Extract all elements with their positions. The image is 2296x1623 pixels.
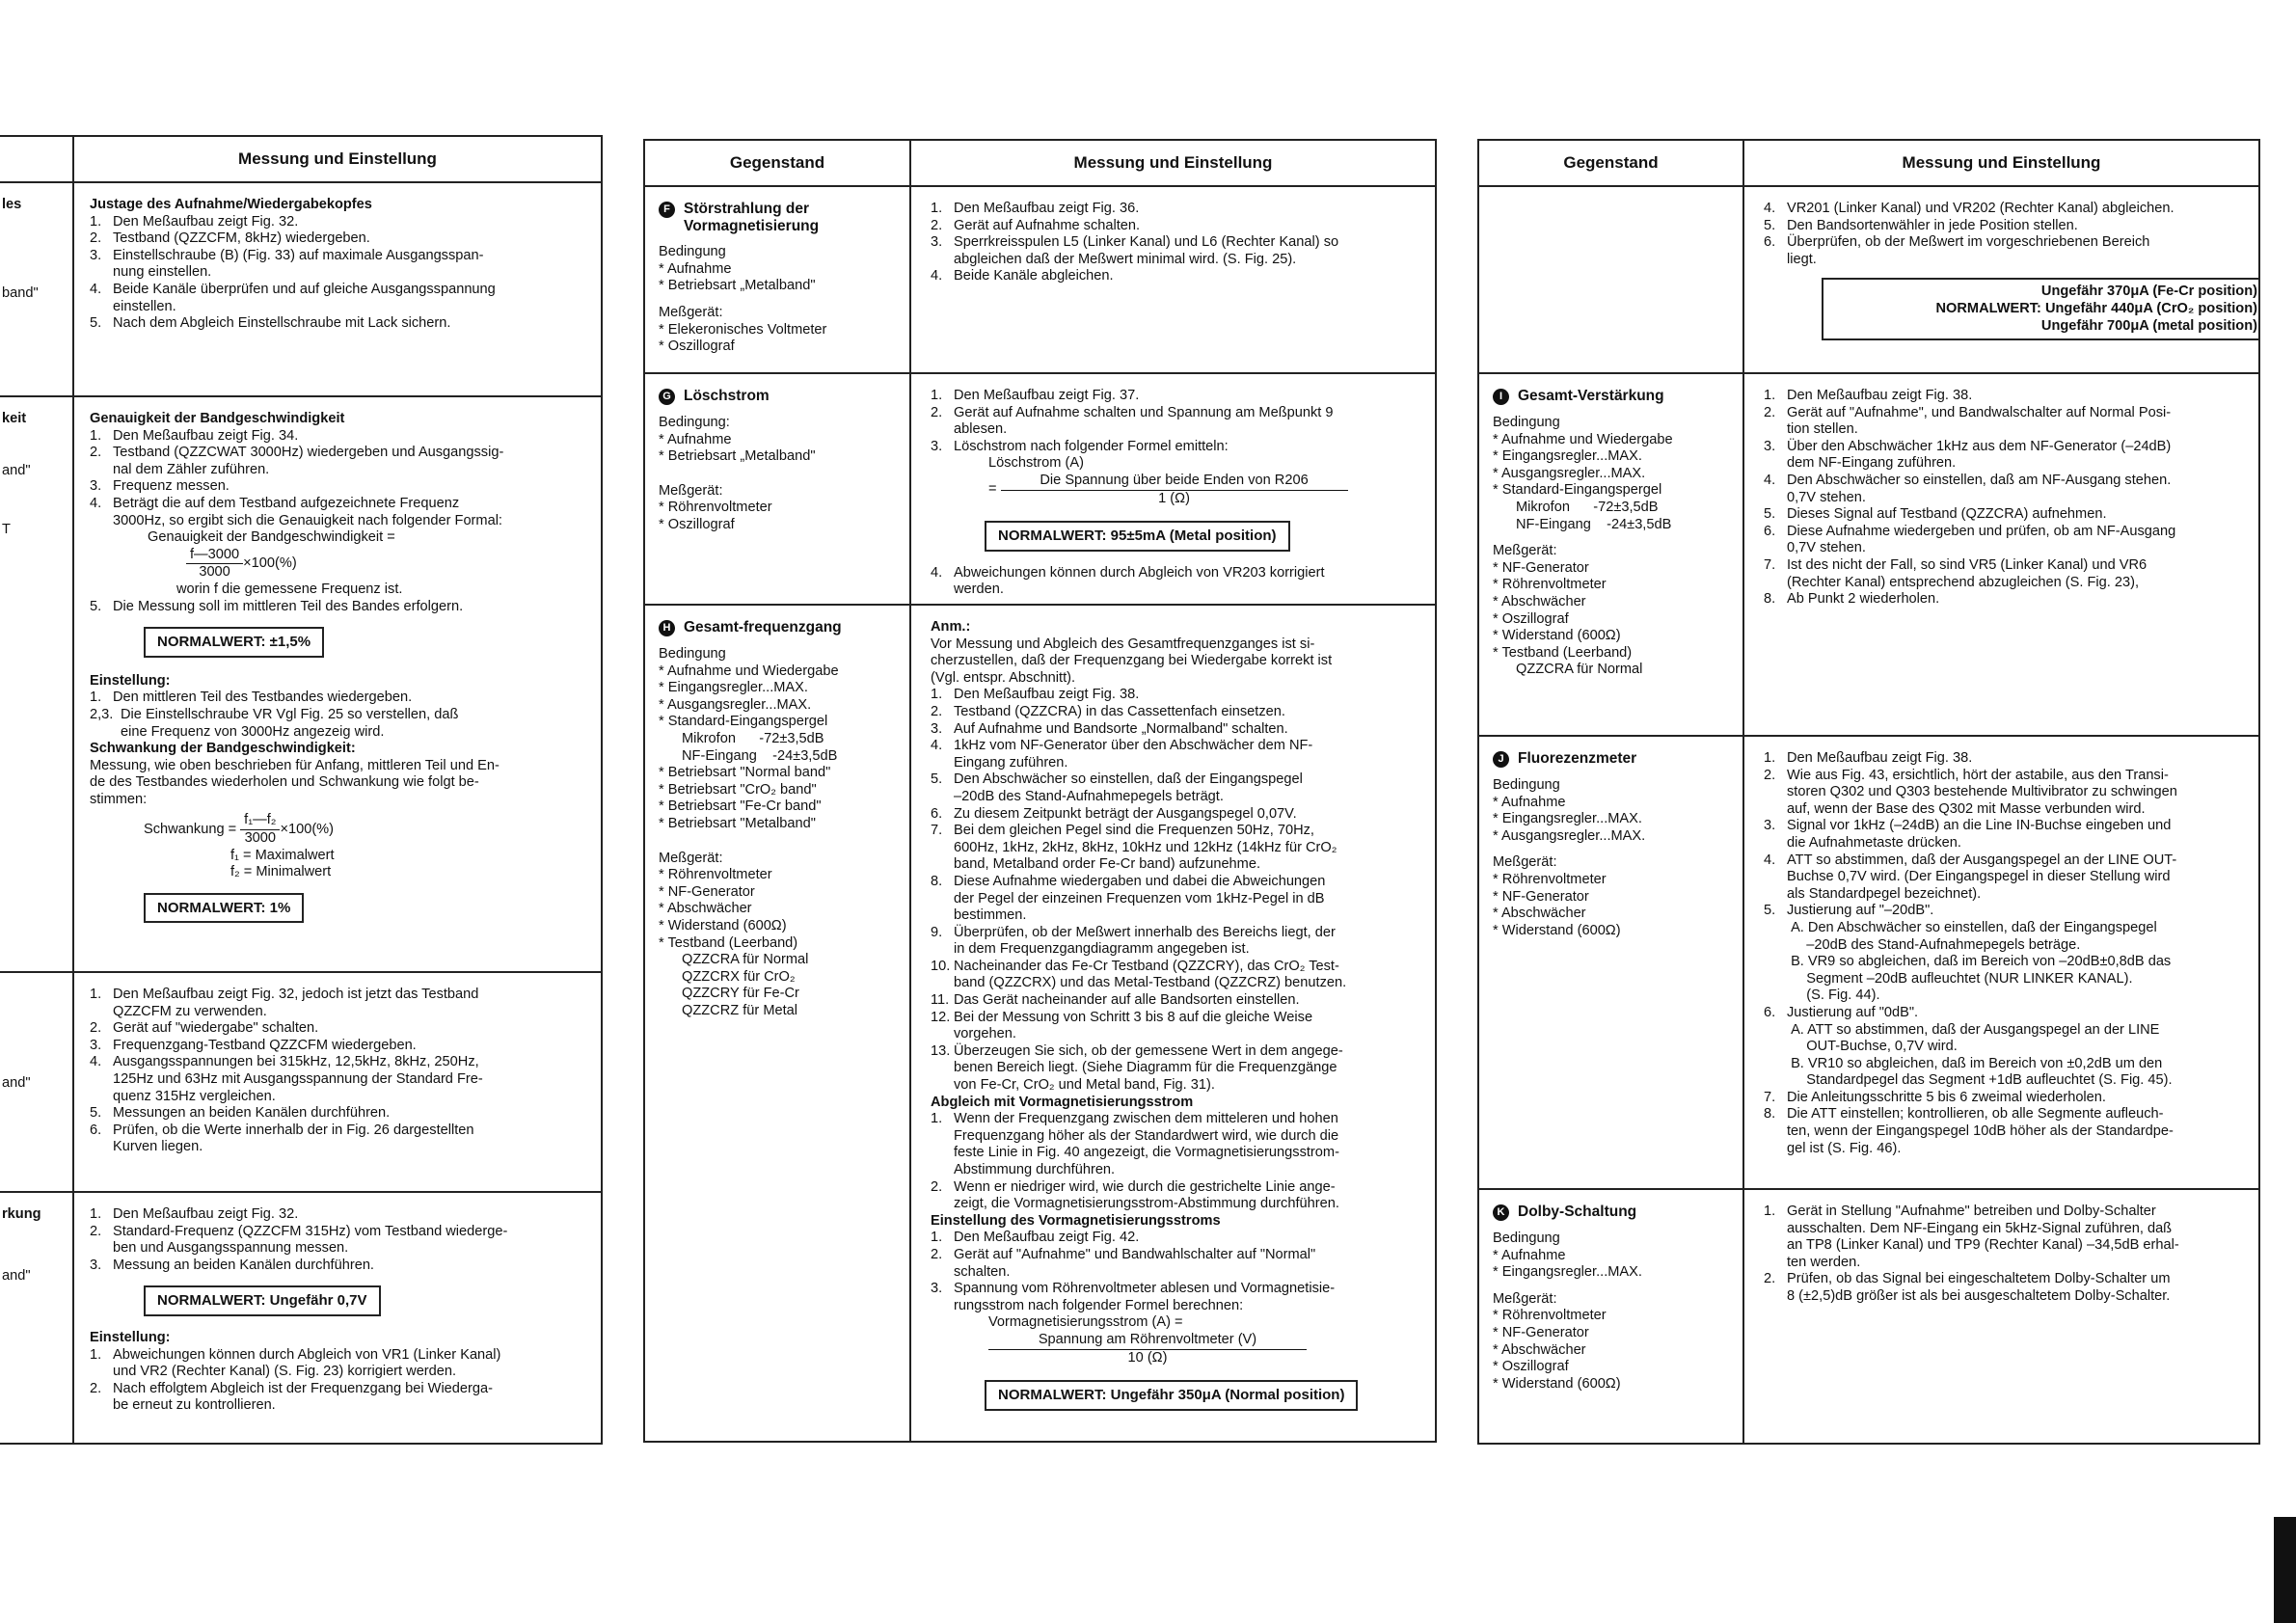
- formula-num: Spannung am Röhrenvoltmeter (V): [988, 1332, 1307, 1350]
- instrument: * Testband (Leerband): [659, 934, 798, 951]
- step: Das Gerät nacheinander auf alle Bandsorten einstellen.: [954, 992, 1300, 1009]
- instrument: * Widerstand (600Ω): [659, 917, 787, 933]
- step: Den mittleren Teil des Testbandes wiedergeben.: [113, 690, 413, 706]
- messgeraet-label: Meßgerät:: [659, 304, 723, 320]
- step: Frequenzgang-Testband QZZCFM wiedergeben.: [113, 1037, 417, 1053]
- section-title: Fluorezenzmeter: [1518, 750, 1637, 767]
- instrument-text: Widerstand (600Ω): [1501, 1375, 1621, 1392]
- messgeraet-label: Meßgerät:: [659, 850, 723, 866]
- step: Den Abschwächer so einstellen, daß der Eingangspegel –20dB des Stand-Aufnahmepegels beträgt.: [954, 771, 1303, 804]
- instrument: * Oszillograf: [659, 338, 735, 355]
- norm-line: NORMALWERT: Ungefähr 440μA (CrO₂ position): [1935, 300, 2257, 316]
- condition-text: Aufnahme: [1500, 1247, 1566, 1263]
- gtext: rkung: [2, 1206, 41, 1222]
- instrument-text: NF-Generator: [1501, 1324, 1589, 1340]
- condition-text: Ausgangsregler...MAX.: [666, 696, 812, 713]
- normalwert-box: NORMALWERT: 1%: [144, 893, 304, 924]
- instrument: * Röhrenvoltmeter: [1493, 1308, 1607, 1324]
- condition: * Eingangsregler...MAX.: [1493, 448, 1642, 465]
- condition: * Eingangsregler...MAX.: [1493, 1264, 1642, 1281]
- step: Justierung auf "–20dB". A. Den Abschwächer so einstellen, daß der Eingangspegel –20dB des Stand-Aufnahmepegels beträge. B. VR9 so abgleichen, daß im Bereich von –20dB±0,8dB das Segment –20dB aufleuchtet (NUR LINKER KANAL). (S. Fig. 44).: [1787, 903, 2172, 1004]
- step: Den Meßaufbau zeigt Fig. 32.: [113, 1206, 299, 1222]
- condition: * Eingangsregler...MAX.: [1493, 811, 1642, 827]
- instrument: * Röhrenvoltmeter: [659, 500, 772, 516]
- step-list: 1. Den Meßaufbau zeigt Fig. 32. 2. Testband (QZZCFM, 8kHz) wiedergeben. 3. Einstellschraube (B) (Fig. 33) auf maximale Ausgangsspan- nung einstellen. 4. Beide Kanäle überprüfen und auf gleiche Ausgangsspannung einstellen. 5. Nach dem Abgleich Einstellschraube mit Lack sichern.: [90, 214, 587, 333]
- instrument: * Widerstand (600Ω): [1493, 1375, 1621, 1392]
- messgeraet-label: Meßgerät:: [659, 482, 723, 499]
- step: Die ATT einstellen; kontrollieren, ob alle Segmente aufleuch- ten, wenn der Eingangspegel 10dB höher als der Standardpe- gel ist (S. Fig. 46).: [1787, 1106, 2174, 1156]
- middle-table-header: [645, 141, 1435, 187]
- formula-label: Genauigkeit der Bandgeschwindigkeit =: [148, 529, 395, 546]
- abgleich-title: Abgleich mit Vormagnetisierungsstrom: [931, 1094, 1194, 1110]
- middle-table: [643, 139, 1437, 1443]
- right-i-messung: [1744, 374, 2258, 735]
- step: Abweichungen können durch Abgleich von VR203 korrigiert werden.: [954, 564, 1325, 598]
- condition-text: Aufnahme: [666, 431, 732, 447]
- instrument: * NF-Generator: [1493, 559, 1589, 576]
- step: Den Meßaufbau zeigt Fig. 38.: [954, 687, 1140, 703]
- formula-label: Löschstrom (A): [988, 455, 1084, 472]
- gtext: [2, 230, 59, 247]
- condition: * Ausgangsregler...MAX.: [1493, 465, 1646, 481]
- messgeraet-label: Meßgerät:: [1493, 1290, 1557, 1307]
- instrument-text: Oszillograf: [667, 338, 735, 355]
- step: Den Meßaufbau zeigt Fig. 36.: [954, 201, 1140, 216]
- instrument: * Abschwächer: [1493, 906, 1586, 922]
- step: Zu diesem Zeitpunkt beträgt der Ausgangspegel 0,07V.: [954, 805, 1297, 822]
- step: Den Meßaufbau zeigt Fig. 32, jedoch ist jetzt das Testband QZZCFM zu verwenden.: [113, 987, 479, 1019]
- step: Bei der Messung von Schritt 3 bis 8 auf die gleiche Weise vorgehen.: [954, 1009, 1313, 1042]
- step: Überprüfen, ob der Meßwert innerhalb des Bereichs liegt, der in dem Frequenzgangdiagramm angegeben ist.: [954, 924, 1336, 958]
- instrument-text: Elekeronisches Voltmeter: [667, 321, 827, 338]
- testband: QZZCRA für Normal: [1516, 662, 1643, 678]
- instrument: * Abschwächer: [1493, 1341, 1586, 1358]
- left-row1-gegenstand: [0, 183, 72, 395]
- condition-text: Eingangsregler...MAX.: [1501, 448, 1642, 465]
- anm-text: Vor Messung und Abgleich des Gesamtfrequenzganges ist si- cherzustellen, daß der Frequenzgang bei Wiedergabe korrekt ist (Vgl. entspr. Abschnitt).: [931, 636, 1333, 686]
- step-list: 1. Den Meßaufbau zeigt Fig. 38. 2. Wie aus Fig. 43, ersichtlich, hört der astabile, aus den Transi- storen Q302 und Q303 bestehende Multivibrator zu schwingen auf, wenn der Base des Q302 mit Masse verbunden wird. 3. Signal vor 1kHz (–24dB) an die Line IN-Buchse eingeben und die Aufnahmetaste drücken. 4. ATT so abstimmen, daß der Ausgangspegel an der LINE OUT- Buchse 0,7V wird. (Der Eingangspegel in dieser Stellung wird als Standardpegel bezeichnet). 5. Justierung auf "–20dB". A. Den Abschwächer so einstellen, daß der Eingangspegel –20dB des Stand-Aufnahmepegels beträge. B. VR9 so abgleichen, daß im Bereich von –20dB±0,8dB das Segment –20dB aufleuchtet (NUR LINKER KANAL). (S. Fig. 44). 6. Justierung auf "0dB". A. ATT so abstimmen, daß der Ausgangspegel an der LINE OUT-Buchse, 0,7V wird. B. VR10 so abgleichen, daß im Bereich von ±0,2dB um den Standardpegel das Segment +1dB aufleuchtet (S. Fig. 45). 7. Die Anleitungsschritte 5 bis 6 zweimal wiederholen. 8. Die ATT einstellen; kontrollieren, ob alle Segmente aufleuch- ten, wenn der Eingangspegel 10dB höher als der Standardpe- gel ist (S. Fig. 46).: [1764, 750, 2245, 1157]
- condition-text: Aufnahme und Wiedergabe: [1500, 431, 1673, 447]
- formula-den: 3000: [199, 564, 230, 581]
- condition: * Betriebsart "Metalband": [659, 815, 816, 831]
- level-nf: NF-Eingang -24±3,5dB: [1516, 516, 1672, 532]
- step-list: 1. Den Meßaufbau zeigt Fig. 37. 2. Gerät auf Aufnahme schalten und Spannung am Meßpunkt 9 ablesen. 3. Löschstrom nach folgender Formel emitteln:: [931, 388, 1421, 455]
- step: VR201 (Linker Kanal) und VR202 (Rechter Kanal) abgleichen.: [1787, 201, 2174, 216]
- instrument-text: Testband (Leerband): [667, 934, 798, 951]
- step: Einstellschraube (B) (Fig. 33) auf maximale Ausgangsspan- nung einstellen.: [113, 247, 484, 281]
- step: Abweichungen können durch Abgleich von VR1 (Linker Kanal) und VR2 (Rechter Kanal) (S. Fig. 23) korrigiert werden.: [113, 1346, 501, 1380]
- mid-f-messung: [911, 187, 1435, 372]
- testband: QZZCRZ für Metal: [682, 1002, 797, 1018]
- gtext: T: [2, 522, 11, 538]
- section-title: Genauigkeit der Bandgeschwindigkeit: [90, 411, 345, 426]
- gtext: and": [2, 462, 31, 478]
- instrument: * Röhrenvoltmeter: [1493, 871, 1607, 887]
- mid-g-gegenstand: [645, 374, 909, 604]
- step-list: 1. Gerät in Stellung "Aufnahme" betreiben und Dolby-Schalter ausschalten. Dem NF-Eingang ein 5kHz-Signal zuführen, daß an TP8 (Linker Kanal) und TP9 (Rechter Kanal) –34,5dB erhal- ten werden. 2. Prüfen, ob das Signal bei eingeschaltetem Dolby-Schalter um 8 (±2,5)dB größer ist als bei ausgeschaltetem Dolby-Schalter.: [1764, 1204, 2245, 1306]
- condition: * Ausgangsregler...MAX.: [659, 696, 812, 713]
- condition-text: Betriebsart "CrO₂ band": [667, 781, 817, 798]
- step: Die Einstellschraube VR Vgl Fig. 25 so verstellen, daß eine Frequenz von 3000Hz angezeig wird.: [121, 706, 459, 740]
- formula-fraction: [186, 547, 243, 582]
- step: Beide Kanäle abgleichen.: [954, 268, 1114, 284]
- testband: QZZCRX für CrO₂: [682, 968, 796, 985]
- level-nf: NF-Eingang -24±3,5dB: [682, 747, 838, 764]
- section-title: Gesamt-frequenzgang: [684, 619, 842, 636]
- instrument-text: Oszillograf: [1501, 610, 1569, 627]
- step: Den Meßaufbau zeigt Fig. 32.: [113, 213, 299, 230]
- step: Testband (QZZCWAT 3000Hz) wiedergeben und Ausgangssig- nal dem Zähler zuführen.: [113, 445, 504, 477]
- bedingung-label: Bedingung: [659, 646, 726, 662]
- step: Löschstrom nach folgender Formel emitteln:: [954, 438, 1229, 454]
- instrument-text: Widerstand (600Ω): [1501, 922, 1621, 938]
- testband: QZZCRY für Fe-Cr: [682, 986, 799, 1002]
- condition: * Betriebsart „Metalband": [659, 448, 816, 465]
- step-list: 1. Den Meßaufbau zeigt Fig. 36. 2. Gerät auf Aufnahme schalten. 3. Sperrkreisspulen L5 (Linker Kanal) und L6 (Rechter Kanal) so abgleichen daß der Meßwert minimal wird. (S. Fig. 25). 4. Beide Kanäle abgleichen.: [931, 201, 1421, 285]
- formula-tail: ×100(%): [243, 555, 297, 572]
- condition-text: Aufnahme: [666, 260, 732, 277]
- section-title: Gesamt-Verstärkung: [1518, 388, 1664, 404]
- condition-text: Aufnahme: [1500, 794, 1566, 810]
- step: Justierung auf "0dB". A. ATT so abstimmen, daß der Ausgangspegel an der LINE OUT-Buchse, 0,7V wird. B. VR10 so abgleichen, daß im Bereich von ±0,2dB um den Standardpegel das Segment +1dB aufleuchtet (S. Fig. 45).: [1787, 1004, 2173, 1089]
- instrument: * Widerstand (600Ω): [1493, 922, 1621, 938]
- step: Den Meßaufbau zeigt Fig. 34.: [113, 427, 299, 444]
- left-row4-gegenstand: [0, 1193, 72, 1444]
- bedingung-label: Bedingung: [659, 244, 726, 260]
- instrument: * Testband (Leerband): [1493, 644, 1633, 661]
- gtext: and": [2, 1075, 31, 1091]
- right-table-header: [1479, 141, 2258, 187]
- formula-note: worin f die gemessene Frequenz ist.: [176, 581, 403, 597]
- bedingung-label: Bedingung:: [659, 415, 730, 430]
- circle-letter-icon: F: [659, 202, 675, 218]
- step: Den Abschwächer so einstellen, daß am NF-Ausgang stehen. 0,7V stehen.: [1787, 472, 2172, 505]
- step: Nach dem Abgleich Einstellschraube mit Lack sichern.: [113, 315, 451, 332]
- instrument: * Elekeronisches Voltmeter: [659, 321, 827, 338]
- step: Dieses Signal auf Testband (QZZCRA) aufnehmen.: [1787, 506, 2107, 523]
- gtext: [2, 214, 59, 230]
- mid-h-messung: Anm.: Vor Messung und Abgleich des Gesamtfrequenzganges ist si- cherzustellen, daß der Frequenzgang bei Wiedergabe korrekt ist (Vgl. entspr. Abschnitt). 1. Den Meßaufbau zeigt Fig. 38. 2. Testband (QZZCRA) in das Cassettenfach einsetzen. 3. Auf Aufnahme und Bandsorte „Normalband" schalten. 4. 1kHz vom NF-Generator über den Abschwächer dem NF- Eingang zuführen. 5. Den Abschwächer so einstellen, daß der Eingangspegel –20dB des Stand-Aufnahmepegels beträgt. 6. Zu diesem Zeitpunkt beträgt der Ausgangspegel 0,07V. 7. Bei dem gleichen Pegel sind die Frequenzen 50Hz, 70Hz, 600Hz, 1kHz, 2kHz, 8kHz, 10kHz und 12kHz (14kHz für CrO₂ band, Metalband order Fe-Cr band) aufzunehme. 8. Diese Aufnahme wiedergaben und dabei die Abweichungen der Pegel der einzeinen Frequenzen vom 1kHz-Pegel in dB bestimmen. 9. Überprüfen, ob der Meßwert innerhalb des Bereichs liegt, der in dem Frequenzgangdiagramm angegeben ist. 10. Nacheinander das Fe-Cr Testband (QZZCRY), das CrO₂ Test- band (QZZCRX) und das Metal-Testband (QZZCRZ) benutzen. 11. Das Gerät nacheinander auf alle Bandsorten einstellen. 12. Bei der Messung von Schritt 3 bis 8 auf die gleiche Weise vorgehen. 13. Überzeugen Sie sich, ob der gemessene Wert in dem angege- benen Bereich liegt. (Siehe Diagramm für die Frequenzgänge von Fe-Cr, CrO₂ und Metal band, Fig. 31). Abgleich mit Vormagnetisierungsstrom 1. Wenn der Frequenzgang zwischen dem mitteleren und hohen Frequenzgang höher als der Standardwert wird, wie durch die feste Linie in Fig. 40 angezeigt, die Vormagnetisierungsstrom- Abstimmung durchführen. 2. Wenn er niedriger wird, wie durch die gestrichelte Linie ange- zeigt, die Vormagnetisierungsstrom-Abstimmung durchführen. Einstellung des Vormagnetisierungsstroms 1. Den Meßaufbau zeigt Fig. 42. 2. Gerät auf "Aufnahme" und Bandwahlschalter auf "Normal" schalten. 3. Spannung vom Röhrenvoltmeter ablesen und Vormagnetisie- rungsstrom nach folgender Formel berechnen: Vormagnetisierungsstrom (A) = $\frac{\text{Spannung am Röhrenvoltmeter (V)}}{10 (\Omega)}$ NORMALWERT: Ungefähr 350μA (Normal position): [911, 606, 1435, 1441]
- step: Signal vor 1kHz (–24dB) an die Line IN-Buchse eingeben und die Aufnahmetaste drücken.: [1787, 818, 2172, 851]
- step: Diese Aufnahme wiedergeben und prüfen, ob am NF-Ausgang 0,7V stehen.: [1787, 523, 2176, 556]
- normalwert-box: NORMALWERT: Ungefähr 0,7V: [144, 1285, 381, 1316]
- condition: * Standard-Eingangspergel: [659, 714, 828, 730]
- condition: * Standard-Eingangspergel: [1493, 482, 1662, 499]
- instrument-text: Abschwächer: [1500, 906, 1586, 922]
- condition: * Aufnahme: [1493, 1247, 1566, 1263]
- instrument-text: Röhrenvoltmeter: [1501, 1308, 1607, 1324]
- messgeraet-label: Meßgerät:: [1493, 543, 1557, 559]
- step: Die Anleitungsschritte 5 bis 6 zweimal wiederholen.: [1787, 1089, 2106, 1105]
- condition-text: Betriebsart „Metalband": [667, 278, 816, 294]
- step: Ist des nicht der Fall, so sind VR5 (Linker Kanal) und VR6 (Rechter Kanal) entsprechend abzugleichen (S. Fig. 23),: [1787, 556, 2147, 590]
- circle-letter-icon: K: [1493, 1204, 1509, 1221]
- step: Wie aus Fig. 43, ersichtlich, hört der astabile, aus den Transi- storen Q302 und Q303 bestehende Multivibrator zu schwingen auf, wenn der Base des Q302 mit Masse verbunden wird.: [1787, 767, 2177, 817]
- header-gegenstand: Gegenstand: [729, 153, 825, 172]
- formula-den: 3000: [244, 830, 277, 847]
- step-list: 1. Den Meßaufbau zeigt Fig. 32. 2. Standard-Frequenz (QZZCFM 315Hz) vom Testband wiederge- ben und Ausgangsspannung messen. 3. Messung an beiden Kanälen durchführen.: [90, 1206, 587, 1274]
- step: Ausgangsspannungen bei 315kHz, 12,5kHz, 8kHz, 250Hz, 125Hz und 63Hz mit Ausgangsspannung der Standard Fre- quenz 315Hz vergleichen.: [113, 1054, 483, 1104]
- condition-text: Betriebsart "Fe-Cr band": [667, 798, 822, 815]
- condition-text: Eingangsregler...MAX.: [667, 680, 808, 696]
- step: Testband (QZZCRA) in das Cassettenfach einsetzen.: [954, 703, 1285, 719]
- condition-text: Betriebsart "Normal band": [667, 765, 831, 781]
- step: Prüfen, ob die Werte innerhalb der in Fig. 26 dargestellten Kurven liegen.: [113, 1122, 474, 1155]
- condition: * Betriebsart "Normal band": [659, 765, 831, 781]
- step: Über den Abschwächer 1kHz aus dem NF-Generator (–24dB) dem NF-Eingang zuführen.: [1787, 438, 2172, 472]
- condition-text: Eingangsregler...MAX.: [1501, 811, 1642, 827]
- step: Gerät auf Aufnahme schalten.: [954, 217, 1141, 233]
- formula-label: Vormagnetisierungsstrom (A) =: [988, 1314, 1183, 1331]
- condition-text: Ausgangsregler...MAX.: [1500, 827, 1646, 844]
- instrument: * Oszillograf: [659, 516, 735, 532]
- instrument-text: Widerstand (600Ω): [667, 917, 787, 933]
- edge-bar: [2274, 1517, 2296, 1623]
- step: Auf Aufnahme und Bandsorte „Normalband" schalten.: [954, 720, 1288, 737]
- left-row3-gegenstand: [0, 973, 72, 1191]
- left-row1-messung: [74, 183, 601, 395]
- circle-letter-icon: G: [659, 389, 675, 405]
- norm-line: Ungefähr 370μA (Fe-Cr position): [2040, 284, 2257, 300]
- left-row3-messung: [74, 973, 601, 1191]
- formula-num: Die Spannung über beide Enden von R206: [1001, 473, 1348, 491]
- right-table: [1477, 139, 2260, 1445]
- step-list: 1. Den Meßaufbau zeigt Fig. 34. 2. Testband (QZZCWAT 3000Hz) wiedergeben und Ausgangssig- nal dem Zähler zuführen. 3. Frequenz messen. 4. Beträgt die auf dem Testband aufgezeichnete Frequenz 3000Hz, so ergibt sich die Genauigkeit nach folgender Formal:: [90, 428, 587, 530]
- norm-line: Ungefähr 700μA (metal position): [2040, 317, 2257, 334]
- step: Spannung vom Röhrenvoltmeter ablesen und Vormagnetisie- rungsstrom nach folgender Formel berechnen:: [954, 1281, 1336, 1313]
- normalwert-box: [1822, 278, 2258, 340]
- instrument-text: NF-Generator: [1501, 888, 1589, 905]
- left-table: [0, 135, 603, 1445]
- formula-num: f₁—f₂: [240, 812, 280, 830]
- step: Den Meßaufbau zeigt Fig. 37.: [954, 388, 1140, 403]
- step: Standard-Frequenz (QZZCFM 315Hz) vom Testband wiederge- ben und Ausgangsspannung messen.: [113, 1223, 508, 1257]
- step: Den Bandsortenwähler in jede Position stellen.: [1787, 217, 2078, 233]
- condition-text: Aufnahme und Wiedergabe: [666, 663, 839, 679]
- normalwert-box: NORMALWERT: Ungefähr 350μA (Normal position): [985, 1380, 1358, 1411]
- bedingung-label: Bedingung: [1493, 777, 1560, 793]
- step: Gerät auf "wiedergabe" schalten.: [113, 1020, 319, 1037]
- schwankung-text: Messung, wie oben beschrieben für Anfang, mittleren Teil und En- de des Testbandes wiederholen und Schwankung wie folgt be- stimmen:: [90, 757, 500, 807]
- normalwert-box: NORMALWERT: 95±5mA (Metal position): [985, 521, 1290, 552]
- right-j-gegenstand: [1479, 737, 1742, 1188]
- instrument-text: Röhrenvoltmeter: [667, 500, 772, 516]
- formula-num: f—3000: [186, 547, 243, 565]
- condition-text: Eingangsregler...MAX.: [1501, 1264, 1642, 1281]
- messgeraet-label: Meßgerät:: [1493, 854, 1557, 871]
- level-mikrofon: Mikrofon -72±3,5dB: [682, 730, 824, 746]
- normalwert-box: NORMALWERT: ±1,5%: [144, 627, 324, 658]
- step: Gerät auf "Aufnahme", und Bandwalschalter auf Normal Posi- tion stellen.: [1787, 404, 2172, 438]
- instrument: * Abschwächer: [1493, 593, 1586, 609]
- step: Gerät in Stellung "Aufnahme" betreiben und Dolby-Schalter ausschalten. Dem NF-Eingang ein 5kHz-Signal zuführen, daß an TP8 (Linker Kanal) und TP9 (Rechter Kanal) –34,5dB erhal- ten werden.: [1787, 1204, 2179, 1270]
- formula-den: 10 (Ω): [1127, 1349, 1168, 1366]
- schwankung-title: Schwankung der Bandgeschwindigkeit:: [90, 741, 356, 757]
- step-list: 1. Den Meßaufbau zeigt Fig. 38. 2. Gerät auf "Aufnahme", und Bandwalschalter auf Normal Posi- tion stellen. 3. Über den Abschwächer 1kHz aus dem NF-Generator (–24dB) dem NF-Eingang zuführen. 4. Den Abschwächer so einstellen, daß am NF-Ausgang stehen. 0,7V stehen. 5. Dieses Signal auf Testband (QZZCRA) aufnehmen. 6. Diese Aufnahme wiedergeben und prüfen, ob am NF-Ausgang 0,7V stehen. 7. Ist des nicht der Fall, so sind VR5 (Linker Kanal) und VR6 (Rechter Kanal) entsprechend abzugleichen (S. Fig. 23), 8. Ab Punkt 2 wiederholen.: [1764, 388, 2245, 609]
- instrument-text: Widerstand (600Ω): [1501, 628, 1621, 644]
- step: Beträgt die auf dem Testband aufgezeichnete Frequenz 3000Hz, so ergibt sich die Genauigkeit nach folgender Formal:: [113, 495, 502, 528]
- left-table-header: [0, 137, 601, 183]
- condition: * Ausgangsregler...MAX.: [1493, 827, 1646, 844]
- instrument: * Oszillograf: [1493, 1359, 1569, 1375]
- step-list: 1. Den Meßaufbau zeigt Fig. 38. 2. Testband (QZZCRA) in das Cassettenfach einsetzen. 3. Auf Aufnahme und Bandsorte „Normalband" schalten. 4. 1kHz vom NF-Generator über den Abschwächer dem NF- Eingang zuführen. 5. Den Abschwächer so einstellen, daß der Eingangspegel –20dB des Stand-Aufnahmepegels beträgt. 6. Zu diesem Zeitpunkt beträgt der Ausgangspegel 0,07V. 7. Bei dem gleichen Pegel sind die Frequenzen 50Hz, 70Hz, 600Hz, 1kHz, 2kHz, 8kHz, 10kHz und 12kHz (14kHz für CrO₂ band, Metalband order Fe-Cr band) aufzunehme. 8. Diese Aufnahme wiedergaben und dabei die Abweichungen der Pegel der einzeinen Frequenzen vom 1kHz-Pegel in dB bestimmen. 9. Überprüfen, ob der Meßwert innerhalb des Bereichs liegt, der in dem Frequenzgangdiagramm angegeben ist. 10. Nacheinander das Fe-Cr Testband (QZZCRY), das CrO₂ Test- band (QZZCRX) und das Metal-Testband (QZZCRZ) benutzen. 11. Das Gerät nacheinander auf alle Bandsorten einstellen. 12. Bei der Messung von Schritt 3 bis 8 auf die gleiche Weise vorgehen. 13. Überzeugen Sie sich, ob der gemessene Wert in dem angege- benen Bereich liegt. (Siehe Diagramm für die Frequenzgänge von Fe-Cr, CrO₂ und Metal band, Fig. 31).: [931, 687, 1421, 1094]
- step: Prüfen, ob das Signal bei eingeschaltetem Dolby-Schalter um 8 (±2,5)dB größer ist als bei ausgeschaltetem Dolby-Schalter.: [1787, 1271, 2171, 1304]
- step: Messungen an beiden Kanälen durchführen.: [113, 1105, 391, 1122]
- condition: * Betriebsart "CrO₂ band": [659, 781, 817, 798]
- mid-g-messung: 1. Den Meßaufbau zeigt Fig. 37. 2. Gerät auf Aufnahme schalten und Spannung am Meßpunkt 9 ablesen. 3. Löschstrom nach folgender Formel emitteln: Löschstrom (A) = $\frac{\text{Die Spannung über beide Enden von R206}}{1 (\Omega)}$ NORMALWERT: 95±5mA (Metal position) 4. Abweichungen können durch Abgleich von VR203 korrigiert werden.: [911, 374, 1435, 604]
- header-gegenstand: Gegenstand: [1563, 153, 1659, 172]
- gtext: keit: [2, 411, 27, 426]
- condition-text: Ausgangsregler...MAX.: [1500, 465, 1646, 481]
- condition: * Aufnahme: [659, 260, 732, 277]
- mid-f-gegenstand: [645, 187, 909, 372]
- instrument: * Oszillograf: [1493, 610, 1569, 627]
- anm-label: Anm.:: [931, 619, 971, 635]
- condition: * Aufnahme: [659, 431, 732, 447]
- section-title: Löschstrom: [684, 388, 770, 404]
- bedingung-label: Bedingung: [1493, 1231, 1560, 1246]
- instrument: * NF-Generator: [1493, 1324, 1589, 1340]
- condition: * Betriebsart "Fe-Cr band": [659, 798, 822, 815]
- formula-label: Schwankung =: [144, 821, 237, 837]
- testband: QZZCRA für Normal: [682, 952, 809, 968]
- right-i-gegenstand: [1479, 374, 1742, 735]
- step: Sperrkreisspulen L5 (Linker Kanal) und L6 (Rechter Kanal) so abgleichen daß der Meßwert minimal wird. (S. Fig. 25).: [954, 234, 1339, 267]
- condition-text: Standard-Eingangspergel: [1501, 482, 1662, 499]
- bedingung-label: Bedingung: [1493, 415, 1560, 430]
- condition: * Aufnahme und Wiedergabe: [1493, 431, 1673, 447]
- section-title: Störstrahlung der Vormagnetisierung: [684, 201, 820, 234]
- instrument-text: Testband (Leerband): [1501, 644, 1633, 661]
- formula-fraction: [1001, 473, 1348, 507]
- step: Die Messung soll im mittleren Teil des Bandes erfolgern.: [113, 598, 464, 614]
- right-k-gegenstand: [1479, 1190, 1742, 1443]
- condition: * Betriebsart „Metalband": [659, 278, 816, 294]
- step-list: 4. VR201 (Linker Kanal) und VR202 (Rechter Kanal) abgleichen. 5. Den Bandsortenwähler in jede Position stellen. 6. Überprüfen, ob der Meßwert im vorgeschriebenen Bereich liegt.: [1764, 201, 2245, 268]
- instrument-text: Röhrenvoltmeter: [1501, 577, 1607, 593]
- step-list: 1. Den Meßaufbau zeigt Fig. 32, jedoch ist jetzt das Testband QZZCFM zu verwenden. 2. Gerät auf "wiedergabe" schalten. 3. Frequenzgang-Testband QZZCFM wiedergeben. 4. Ausgangsspannungen bei 315kHz, 12,5kHz, 8kHz, 250Hz, 125Hz und 63Hz mit Ausgangsspannung der Standard Fre- quenz 315Hz vergleichen. 5. Messungen an beiden Kanälen durchführen. 6. Prüfen, ob die Werte innerhalb der in Fig. 26 dargestellten Kurven liegen.: [90, 987, 587, 1156]
- left-row2-gegenstand: [0, 397, 72, 971]
- circle-letter-icon: H: [659, 620, 675, 636]
- instrument: * Widerstand (600Ω): [1493, 628, 1621, 644]
- instrument-text: Abschwächer: [666, 901, 752, 917]
- condition: * Aufnahme und Wiedergabe: [659, 663, 839, 679]
- level-mikrofon: Mikrofon -72±3,5dB: [1516, 499, 1659, 515]
- condition-text: Betriebsart „Metalband": [667, 448, 816, 465]
- left-row2-messung: Genauigkeit der Bandgeschwindigkeit 1. Den Meßaufbau zeigt Fig. 34. 2. Testband (QZZCWAT 3000Hz) wiedergeben und Ausgangssig- nal dem Zähler zuführen. 3. Frequenz messen. 4. Beträgt die auf dem Testband aufgezeichnete Frequenz 3000Hz, so ergibt sich die Genauigkeit nach folgender Formal: Genauigkeit der Bandgeschwindigkeit = $\frac{f—3000}{3000}$ ×100(%) worin f die gemessene Frequenz ist. 5. Die Messung soll im mittleren Teil des Bandes erfolgern. NORMALWERT: ±1,5% Einstellung: 1. Den mittleren Teil des Testbandes wiedergeben. 2,3. Die Einstellschraube VR Vgl Fig. 25 so verstellen, daß eine Frequenz von 3000Hz angezeig wird. Schwankung der Bandgeschwindigkeit: Messung, wie oben beschrieben für Anfang, mittleren Teil und En- de des Testbandes wiederholen und Schwankung wie folgt be- stimmen: Schwankung = $\frac{\text{f₁—f₂}}{3000}$ ×100(%) f₁ = Maximalwert f₂ = Minimalwert NORMALWERT: 1%: [74, 397, 601, 971]
- instrument-text: Röhrenvoltmeter: [1501, 871, 1607, 887]
- step: Nacheinander das Fe-Cr Testband (QZZCRY), das CrO₂ Test- band (QZZCRX) und das Metal-Testband (QZZCRZ) benutzen.: [954, 958, 1347, 991]
- circle-letter-icon: I: [1493, 389, 1509, 405]
- step: Überprüfen, ob der Meßwert im vorgeschriebenen Bereich liegt.: [1787, 234, 2150, 267]
- formula-den: 1 (Ω): [1158, 490, 1190, 506]
- gtext: band": [2, 284, 39, 301]
- step: Testband (QZZCFM, 8kHz) wiedergeben.: [113, 230, 370, 247]
- step: Den Meßaufbau zeigt Fig. 38.: [1787, 388, 1973, 403]
- einstellung-title: Einstellung des Vormagnetisierungsstroms: [931, 1212, 1221, 1229]
- einstellung-title: Einstellung:: [90, 672, 171, 689]
- header-messung: Messung und Einstellung: [238, 149, 437, 168]
- einstellung-title: Einstellung:: [90, 1329, 171, 1345]
- step: Gerät auf "Aufnahme" und Bandwahlschalter auf "Normal" schalten.: [954, 1246, 1316, 1280]
- step: Beide Kanäle überprüfen und auf gleiche Ausgangsspannung einstellen.: [113, 281, 496, 314]
- right-j-messung: [1744, 737, 2258, 1188]
- right-k-messung: [1744, 1190, 2258, 1443]
- instrument: * Röhrenvoltmeter: [1493, 577, 1607, 593]
- instrument-text: Oszillograf: [667, 516, 735, 532]
- section-title: Justage des Aufnahme/Wiedergabekopfes: [90, 197, 372, 212]
- step: Überzeugen Sie sich, ob der gemessene Wert in dem angege- benen Bereich liegt. (Siehe Diagramm für die Frequenzgänge von Fe-Cr, CrO₂ und Metal band, Fig. 31).: [954, 1042, 1343, 1094]
- step: Nach effolgtem Abgleich ist der Frequenzgang bei Wiederga- be erneut zu kontrollieren.: [113, 1380, 493, 1414]
- section-title: Dolby-Schaltung: [1518, 1204, 1637, 1220]
- f1-def: f₁ = Maximalwert: [230, 847, 335, 863]
- condition-text: Betriebsart "Metalband": [667, 815, 816, 831]
- header-messung: Messung und Einstellung: [1902, 153, 2101, 172]
- circle-letter-icon: J: [1493, 751, 1509, 768]
- step: ATT so abstimmen, daß der Ausgangspegel an der LINE OUT- Buchse 0,7V wird. (Der Eingangspegel in dieser Stellung wird als Standardpegel bezeichnet).: [1787, 852, 2177, 902]
- step: Ab Punkt 2 wiederholen.: [1787, 591, 1940, 608]
- instrument: * Abschwächer: [659, 901, 752, 917]
- step: Diese Aufnahme wiedergaben und dabei die Abweichungen der Pegel der einzeinen Frequenzen vom 1kHz-Pegel in dB bestimmen.: [954, 873, 1326, 924]
- step: Den Meßaufbau zeigt Fig. 42.: [954, 1230, 1140, 1246]
- step: Den Meßaufbau zeigt Fig. 38.: [1787, 750, 1973, 766]
- instrument-text: Röhrenvoltmeter: [667, 867, 772, 883]
- instrument: * NF-Generator: [659, 883, 755, 900]
- instrument-text: Abschwächer: [1500, 1341, 1586, 1358]
- instrument: * NF-Generator: [1493, 888, 1589, 905]
- step: Wenn er niedriger wird, wie durch die gestrichelte Linie ange- zeigt, die Vormagnetisierungsstrom-Abstimmung durchführen.: [954, 1178, 1339, 1212]
- instrument-text: Oszillograf: [1501, 1359, 1569, 1375]
- f2-def: f₂ = Minimalwert: [230, 864, 332, 880]
- formula-tail: ×100(%): [280, 821, 335, 837]
- right-row0-messung: [1744, 187, 2258, 372]
- step: Wenn der Frequenzgang zwischen dem mitteleren und hohen Frequenzgang höher als der Standardwert wird, wie durch die feste Linie in Fig. 40 angezeigt, die Vormagnetisierungsstrom- Abstimmung durchführen.: [954, 1111, 1339, 1177]
- instrument-text: Abschwächer: [1500, 593, 1586, 609]
- gtext: and": [2, 1267, 31, 1284]
- condition: * Eingangsregler...MAX.: [659, 680, 808, 696]
- instrument-text: NF-Generator: [667, 883, 755, 900]
- step: Frequenz messen.: [113, 478, 230, 495]
- step: 1kHz vom NF-Generator über den Abschwächer dem NF- Eingang zuführen.: [954, 738, 1313, 771]
- step: Gerät auf Aufnahme schalten und Spannung am Meßpunkt 9 ablesen.: [954, 404, 1334, 438]
- gtext: les: [2, 197, 22, 212]
- step: Messung an beiden Kanälen durchführen.: [113, 1257, 374, 1273]
- condition-text: Standard-Eingangspergel: [667, 714, 828, 730]
- formula-fraction: [240, 812, 280, 847]
- instrument: * Röhrenvoltmeter: [659, 867, 772, 883]
- instrument-text: NF-Generator: [1501, 559, 1589, 576]
- step: Bei dem gleichen Pegel sind die Frequenzen 50Hz, 70Hz, 600Hz, 1kHz, 2kHz, 8kHz, 10kHz und 12kHz (14kHz für CrO₂ band, Metalband order Fe-Cr band) aufzunehme.: [954, 823, 1337, 873]
- condition: * Aufnahme: [1493, 794, 1566, 810]
- header-messung: Messung und Einstellung: [1073, 153, 1273, 172]
- mid-h-gegenstand: [645, 606, 909, 1441]
- formula-fraction: [988, 1332, 1307, 1366]
- left-row4-messung: 1. Den Meßaufbau zeigt Fig. 32. 2. Standard-Frequenz (QZZCFM 315Hz) vom Testband wiederge- ben und Ausgangsspannung messen. 3. Messung an beiden Kanälen durchführen. NORMALWERT: Ungefähr 0,7V Einstellung: 1. Abweichungen können durch Abgleich von VR1 (Linker Kanal) und VR2 (Rechter Kanal) (S. Fig. 23) korrigiert werden. 2. Nach effolgtem Abgleich ist der Frequenzgang bei Wiederga- be erneut zu kontrollieren.: [74, 1193, 601, 1444]
